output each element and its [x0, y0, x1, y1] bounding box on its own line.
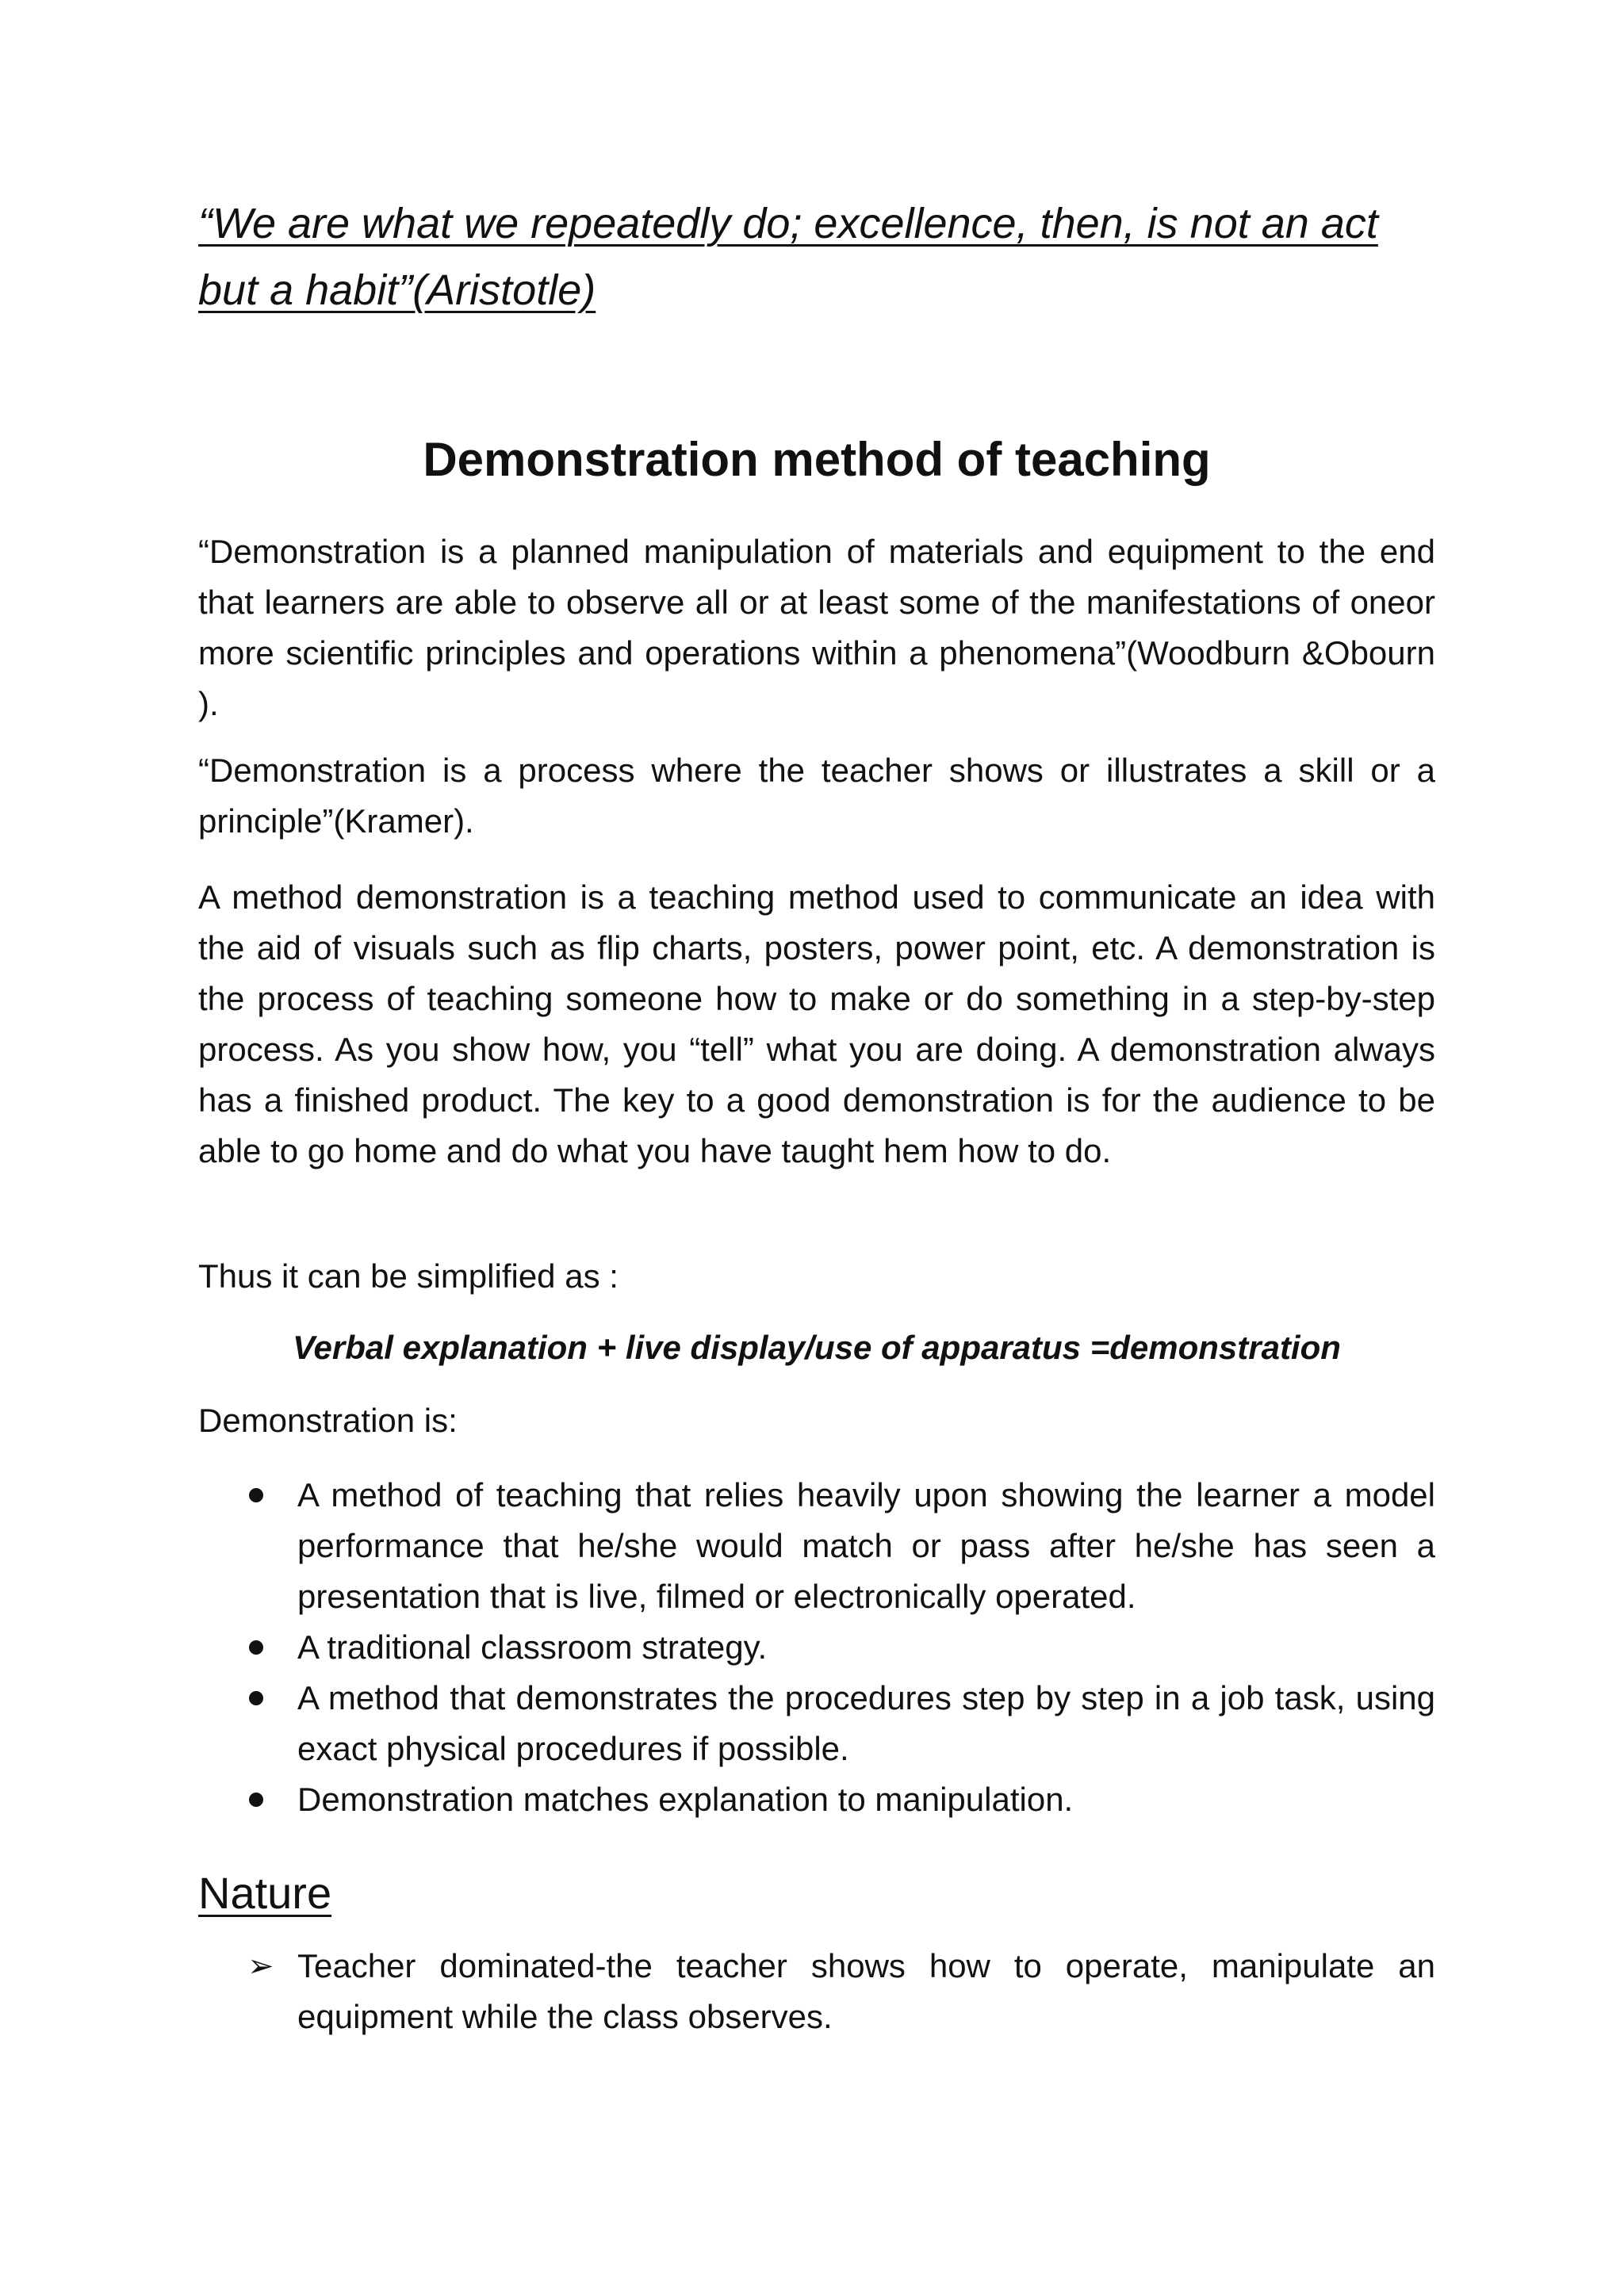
- nature-heading: Nature: [198, 1868, 332, 1918]
- bullet-dot-icon: [249, 1640, 263, 1655]
- demonstration-is-label: Demonstration is:: [198, 1402, 458, 1439]
- list-item: [198, 1673, 1435, 1774]
- bullet-dot-icon: [249, 1488, 263, 1502]
- arrow-bullet-icon: ➢: [247, 1949, 274, 1984]
- list-item-text: A method that demonstrates the procedures step by step in a job task, using exact physical procedures if possible.: [297, 1679, 1435, 1767]
- page-title: Demonstration method of teaching: [423, 433, 1211, 486]
- list-item-text: A traditional classroom strategy.: [297, 1628, 768, 1666]
- list-item: [198, 1470, 1435, 1622]
- definition-method-demonstration: A method demonstration is a teaching method used to communicate an idea with the aid of visuals such as flip charts, posters, power point, etc. A demonstration is the process of teaching someone how to make or do something in a step-by-step process. As you show how, you “tell” what you are doing. A demonstration always has a finished product. The key to a good demonstration is for the audience to be able to go home and do what you have taught hem how to do.: [198, 878, 1435, 1169]
- nature-points-list: [198, 1941, 1435, 2042]
- simplified-intro: Thus it can be simplified as :: [198, 1257, 619, 1295]
- demonstration-points-list: [198, 1470, 1435, 1825]
- bullet-dot-icon: [249, 1793, 263, 1807]
- list-item-text: Teacher dominated-the teacher shows how to operate, manipulate an equipment while the class observes.: [297, 1947, 1435, 2035]
- definition-kramer: “Demonstration is a process where the teacher shows or illustrates a skill or a principle”(Kramer).: [198, 752, 1435, 840]
- list-item: [198, 1774, 1435, 1825]
- list-item-text: Demonstration matches explanation to manipulation.: [297, 1781, 1074, 1818]
- list-item: [198, 1622, 1435, 1673]
- document-page: [198, 0, 1435, 2296]
- aristotle-quote: “We are what we repeatedly do; excellence, then, is not an act but a habit”(Aristotle): [198, 200, 1378, 314]
- demonstration-formula: Verbal explanation + live display/use of apparatus =demonstration: [293, 1329, 1341, 1366]
- list-item: [198, 1941, 1435, 2042]
- definition-woodburn: “Demonstration is a planned manipulation of materials and equipment to the end that learners are able to observe all or at least some of the manifestations of oneor more scientific principles and operations within a phenomena”(Woodburn &Obourn ).: [198, 533, 1435, 722]
- list-item-text: A method of teaching that relies heavily upon showing the learner a model performance that he/she would match or pass after he/she has seen a presentation that is live, filmed or electronically operated.: [297, 1476, 1435, 1615]
- bullet-dot-icon: [249, 1691, 263, 1705]
